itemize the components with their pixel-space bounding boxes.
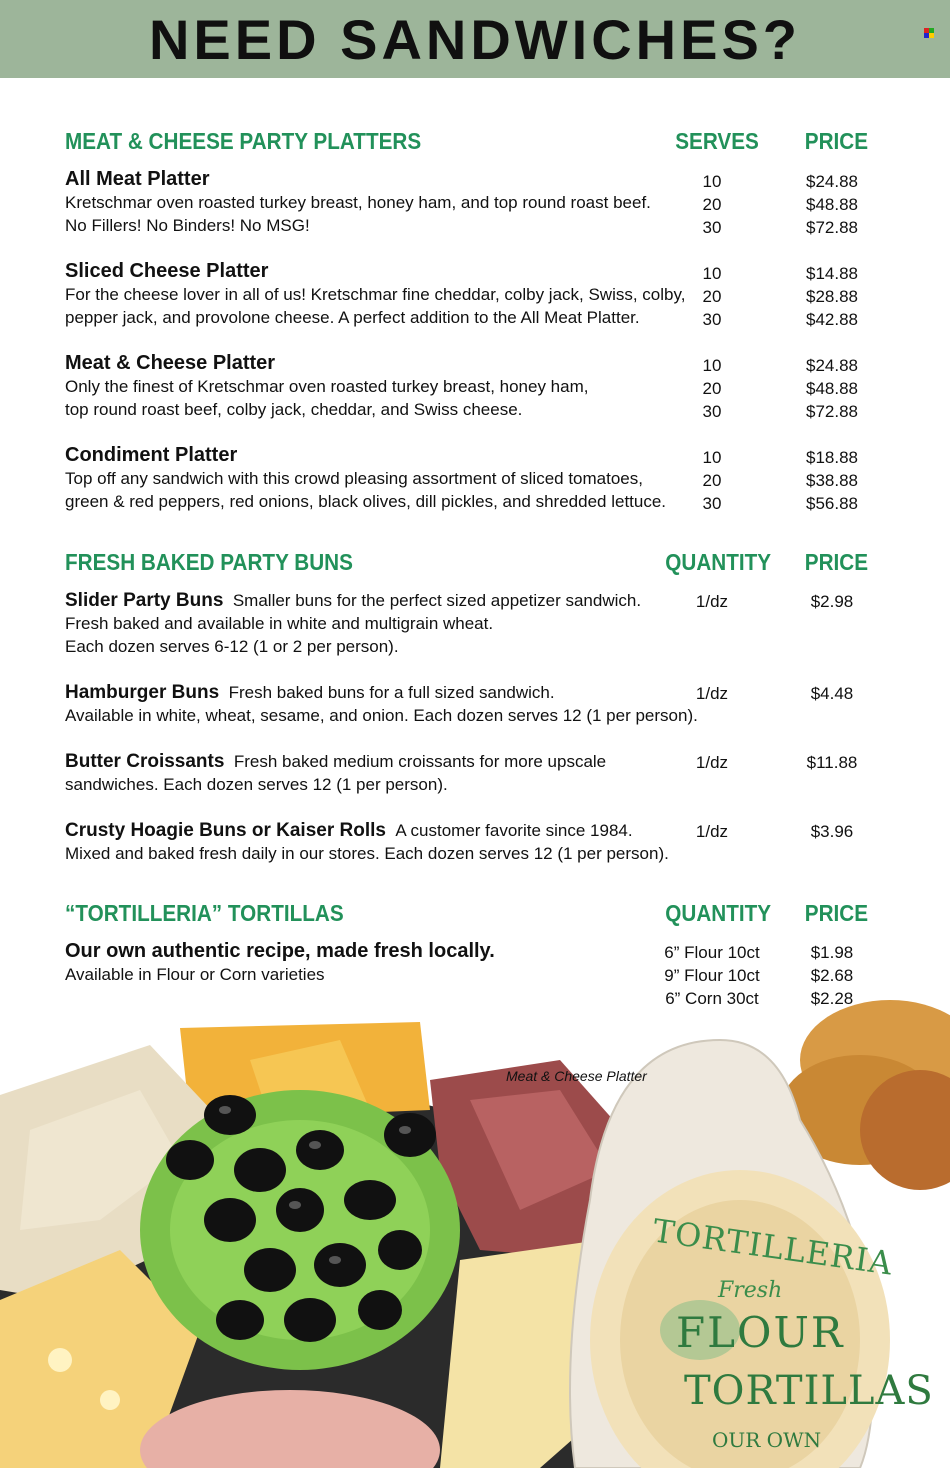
serves-value: 20 bbox=[702, 379, 722, 398]
item-description: Top off any sandwich with this crowd pleasing assortment of sliced tomatoes, bbox=[65, 469, 643, 488]
price-value: $42.88 bbox=[806, 310, 858, 329]
price-value: $38.88 bbox=[806, 471, 858, 490]
serves-value: 10 bbox=[702, 264, 722, 283]
menu-item-butter-croissants bbox=[65, 750, 905, 796]
section-title: FRESH BAKED PARTY BUNS bbox=[65, 549, 353, 575]
item-description: Fresh baked and available in white and multigrain wheat. bbox=[65, 614, 494, 633]
column-header-serves: SERVES bbox=[675, 128, 759, 154]
item-description: Kretschmar oven roasted turkey breast, honey ham, and top round roast beef. bbox=[65, 193, 651, 212]
column-header-price: PRICE bbox=[804, 900, 869, 926]
menu-item-hamburger-buns bbox=[65, 681, 905, 727]
serves-value: 20 bbox=[702, 195, 722, 214]
serves-value: 30 bbox=[702, 310, 722, 329]
price-value: $28.88 bbox=[806, 287, 858, 306]
package-tortillas-text: TORTILLAS bbox=[684, 1368, 934, 1414]
item-lead: Fresh baked medium croissants for more upscale bbox=[233, 752, 607, 771]
quantity-value: 6” Flour 10ct bbox=[664, 943, 760, 962]
price-value: $11.88 bbox=[806, 753, 858, 772]
section-heading-platters bbox=[65, 128, 869, 158]
price-value: $56.88 bbox=[806, 494, 858, 513]
package-brand-text: TORTILLERIA bbox=[650, 1211, 896, 1283]
section-heading-buns bbox=[65, 549, 869, 579]
column-header-quantity: QUANTITY bbox=[665, 900, 772, 926]
item-name: Slider Party Buns bbox=[65, 590, 224, 611]
price-value: $72.88 bbox=[806, 402, 858, 421]
package-fresh-text: Fresh bbox=[718, 1278, 783, 1303]
page-title: NEED SANDWICHES? bbox=[148, 7, 802, 71]
brand-logo-icon bbox=[924, 28, 934, 38]
section-heading-tortillas bbox=[65, 900, 869, 930]
menu-item-slider-party-buns bbox=[65, 589, 905, 658]
header-banner bbox=[0, 0, 950, 78]
menu-item-meat-cheese-platter bbox=[65, 352, 905, 421]
column-header-quantity: QUANTITY bbox=[665, 549, 772, 575]
price-value: $14.88 bbox=[806, 264, 858, 283]
price-value: $2.98 bbox=[810, 592, 854, 611]
item-description: Available in white, wheat, sesame, and onion. Each dozen serves 12 (1 per person). bbox=[65, 706, 698, 725]
price-column bbox=[790, 354, 874, 423]
item-description: pepper jack, and provolone cheese. A perfect addition to the All Meat Platter. bbox=[65, 308, 640, 327]
serves-column bbox=[672, 446, 752, 515]
item-description: Each dozen serves 6-12 (1 or 2 per person). bbox=[65, 637, 399, 656]
section-title: “TORTILLERIA” TORTILLAS bbox=[65, 900, 344, 926]
serves-value: 10 bbox=[702, 448, 722, 467]
price-column bbox=[790, 170, 874, 239]
item-lead: Fresh baked buns for a full sized sandwich. bbox=[228, 683, 555, 702]
serves-column bbox=[672, 354, 752, 423]
item-description: top round roast beef, colby jack, cheddar, and Swiss cheese. bbox=[65, 400, 523, 419]
price-value: $48.88 bbox=[806, 379, 858, 398]
item-description: Available in Flour or Corn varieties bbox=[65, 965, 325, 984]
platter-photo bbox=[0, 1000, 950, 1468]
serves-value: 30 bbox=[702, 402, 722, 421]
price-column bbox=[790, 262, 874, 331]
column-header-price: PRICE bbox=[804, 128, 869, 154]
price-value: $1.98 bbox=[810, 943, 854, 962]
item-name: Our own authentic recipe, made fresh locally. bbox=[65, 940, 495, 962]
price-value: $48.88 bbox=[806, 195, 858, 214]
item-name: Meat & Cheese Platter bbox=[65, 352, 276, 374]
serves-value: 10 bbox=[702, 356, 722, 375]
item-description: Mixed and baked fresh daily in our stores. Each dozen serves 12 (1 per person). bbox=[65, 844, 669, 863]
menu-item-condiment-platter bbox=[65, 444, 905, 513]
serves-value: 20 bbox=[702, 471, 722, 490]
package-flour-text: FLOUR bbox=[676, 1308, 845, 1357]
item-name: Sliced Cheese Platter bbox=[65, 260, 269, 282]
item-lead: Smaller buns for the perfect sized appetizer sandwich. bbox=[232, 591, 642, 610]
item-description: green & red peppers, red onions, black olives, dill pickles, and shredded lettuce. bbox=[65, 492, 667, 511]
menu-item-all-meat-platter bbox=[65, 168, 905, 237]
price-value: $2.68 bbox=[810, 966, 854, 985]
quantity-value: 9” Flour 10ct bbox=[664, 966, 760, 985]
menu-item-tortillas bbox=[65, 940, 905, 986]
price-value: $72.88 bbox=[806, 218, 858, 237]
menu-item-sliced-cheese-platter bbox=[65, 260, 905, 329]
serves-value: 10 bbox=[702, 172, 722, 191]
price-value: $24.88 bbox=[806, 356, 858, 375]
photo-caption: Meat & Cheese Platter bbox=[506, 1068, 647, 1084]
item-name: Condiment Platter bbox=[65, 444, 238, 466]
quantity-value: 1/dz bbox=[695, 753, 729, 772]
serves-value: 30 bbox=[702, 494, 722, 513]
price-value: $2.28 bbox=[810, 989, 854, 1008]
section-title: MEAT & CHEESE PARTY PLATTERS bbox=[65, 128, 422, 154]
price-column bbox=[790, 446, 874, 515]
quantity-value: 1/dz bbox=[695, 684, 729, 703]
serves-column bbox=[672, 262, 752, 331]
item-description: Only the finest of Kretschmar oven roasted turkey breast, honey ham, bbox=[65, 377, 589, 396]
menu-item-hoagie-kaiser-rolls bbox=[65, 819, 905, 865]
price-value: $24.88 bbox=[806, 172, 858, 191]
quantity-value: 1/dz bbox=[695, 822, 729, 841]
item-lead: A customer favorite since 1984. bbox=[395, 821, 633, 840]
item-description: For the cheese lover in all of us! Kretschmar fine cheddar, colby jack, Swiss, colby, bbox=[65, 285, 686, 304]
serves-value: 20 bbox=[702, 287, 722, 306]
item-name: Crusty Hoagie Buns or Kaiser Rolls bbox=[65, 820, 386, 841]
item-description: No Fillers! No Binders! No MSG! bbox=[65, 216, 310, 235]
item-name: All Meat Platter bbox=[65, 168, 210, 190]
item-description: sandwiches. Each dozen serves 12 (1 per person). bbox=[65, 775, 448, 794]
price-value: $18.88 bbox=[806, 448, 858, 467]
quantity-value: 1/dz bbox=[695, 592, 729, 611]
package-own-text: OUR OWN bbox=[712, 1428, 822, 1452]
item-name: Hamburger Buns bbox=[65, 682, 220, 703]
serves-column bbox=[672, 170, 752, 239]
quantity-value: 6” Corn 30ct bbox=[665, 989, 759, 1008]
price-value: $4.48 bbox=[810, 684, 854, 703]
price-value: $3.96 bbox=[810, 822, 854, 841]
serves-value: 30 bbox=[702, 218, 722, 237]
item-name: Butter Croissants bbox=[65, 751, 225, 772]
column-header-price: PRICE bbox=[804, 549, 869, 575]
